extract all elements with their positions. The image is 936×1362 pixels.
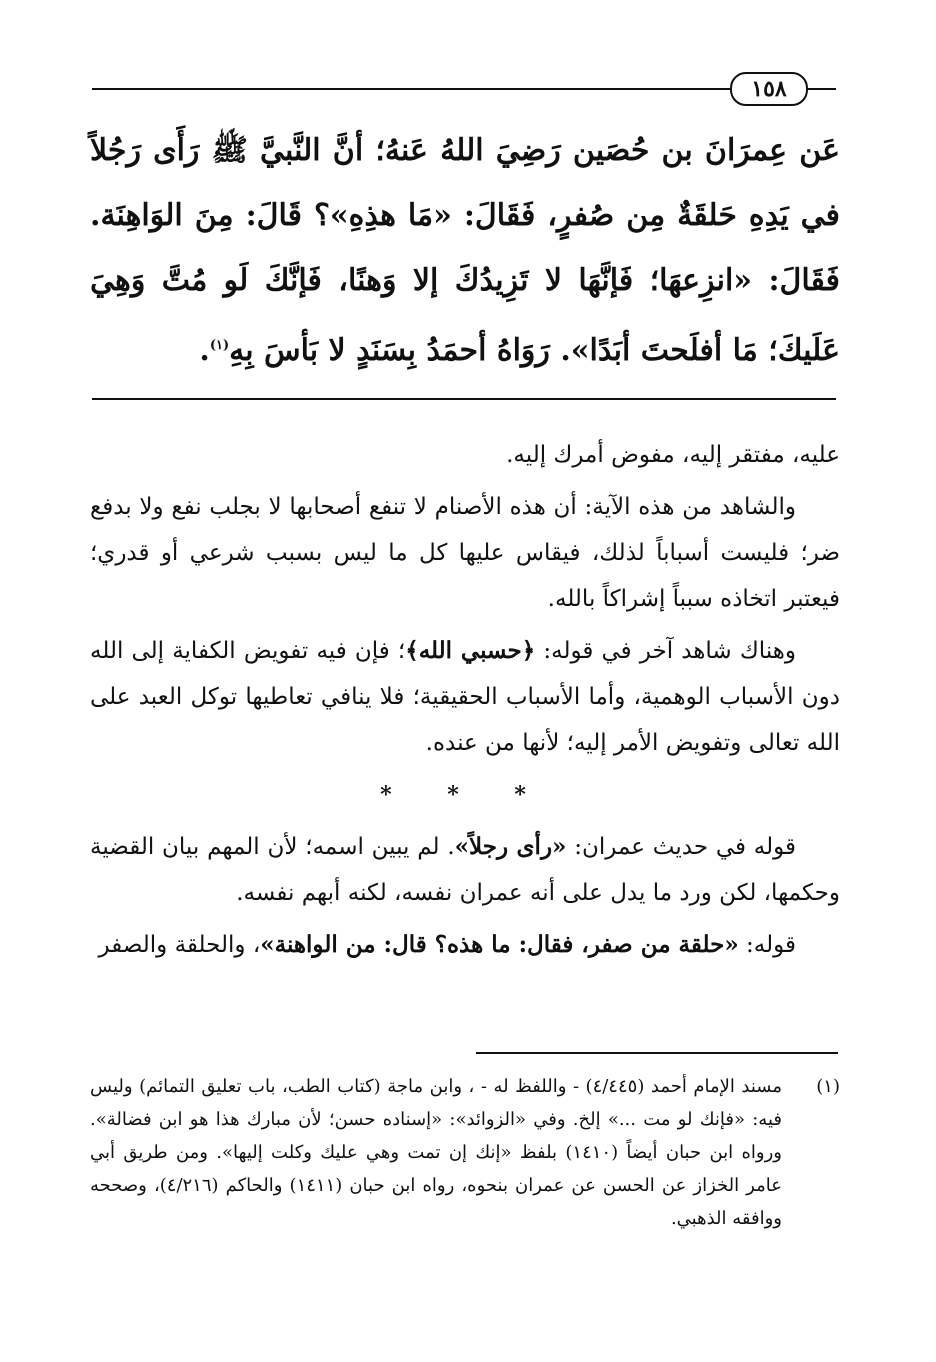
header-rule — [92, 88, 836, 90]
footnote-number: (١) — [816, 1076, 840, 1097]
section-rule — [92, 398, 836, 400]
hadith-body: عَن عِمرَانَ بن حُصَين رَضِيَ اللهُ عَنهُ؛ أنَّ النَّبيَّ ﷺ رَأَى رَجُلاً في يَدِهِ حَلقَةٌ مِن صُفرٍ، فَقَالَ: «مَا هذِهِ»؟ قَالَ: مِنَ الوَاهِنَة. فَقَالَ: «انزِعهَا؛ فَإنَّهَا لا تَزِيدُكَ إلا وَهنًا، فَإنَّكَ لَو مُتَّ وَهِيَ عَلَيكَ؛ مَا أفلَحتَ أبَدًا». رَوَاهُ أحمَدُ بِسَنَدٍ لا بَأسَ بِهِ — [90, 133, 840, 368]
p5-quote: «حلقة من صفر، فقال: ما هذه؟ قال: من الواهنة» — [260, 931, 739, 958]
footnote-text: مسند الإمام أحمد (٤/٤٤٥) - واللفظ له - ، وابن ماجة (كتاب الطب، باب تعليق التمائم) وليس فيه: «فإنك لو مت ...» إلخ. وفي «الزوائد»: «إسناده حسن؛ لأن مبارك هذا هو ابن فضالة». ورواه ابن حبان أيضاً (١٤١٠) بلفظ «إنك إن تمت وهي عليك وكلت إليها». ومن طريق أبي عامر الخزاز عن الحسن عن عمران بنحوه، رواه ابن حبان (١٤١١) والحاكم (٤/٢١٦)، وصححه ووافقه الذهبي. — [90, 1076, 782, 1229]
page-number: ١٥٨ — [730, 72, 808, 106]
p3-text-c: ؛ فإن فيه تفويض الكفاية إلى الله دون الأسباب الوهمية، وأما الأسباب الحقيقية؛ فلا ينافي تعاطيها توكل العبد على الله تعالى وتفويض الأمر إليه؛ لأنها من عنده. — [90, 638, 840, 756]
commentary — [90, 432, 840, 974]
hadith-footnote-ref: (١) — [209, 338, 230, 353]
commentary-paragraph-2: والشاهد من هذه الآية: أن هذه الأصنام لا تنفع أصحابها لا بجلب نفع ولا بدفع ضر؛ فليست أسباباً لذلك، فيقاس عليها كل ما ليس بسبب شرعي أو قدري؛ فيعتبر اتخاذه سبباً إشراكاً بالله. — [90, 494, 840, 612]
p4-text-c: . لم يبين اسمه؛ لأن المهم بيان القضية وحكمها، لكن ورد ما يدل على أنه عمران نفسه، لكنه أبهم نفسه. — [90, 834, 840, 906]
p4-text-a: قوله في حديث عمران: — [566, 834, 796, 860]
p5-text-a: قوله: — [738, 932, 796, 958]
commentary-paragraph-3 — [90, 628, 840, 766]
hadith-end: . — [199, 333, 210, 368]
commentary-paragraph-5 — [90, 922, 840, 968]
footnote — [90, 1070, 840, 1235]
section-stars: * * * — [380, 782, 550, 808]
p4-quote: «رأى رجلاً» — [454, 833, 567, 860]
p5-text-c: ، والحلقة والصفر — [98, 932, 261, 958]
hadith-text — [90, 118, 840, 383]
p3-text-a: وهناك شاهد آخر في قوله: — [535, 638, 796, 664]
commentary-paragraph-1: عليه، مفتقر إليه، مفوض أمرك إليه. — [506, 442, 840, 468]
commentary-paragraph-4 — [90, 824, 840, 916]
footnote-rule — [476, 1052, 838, 1054]
p3-quran-quote: ﴿حسبي الله﴾ — [405, 637, 536, 664]
